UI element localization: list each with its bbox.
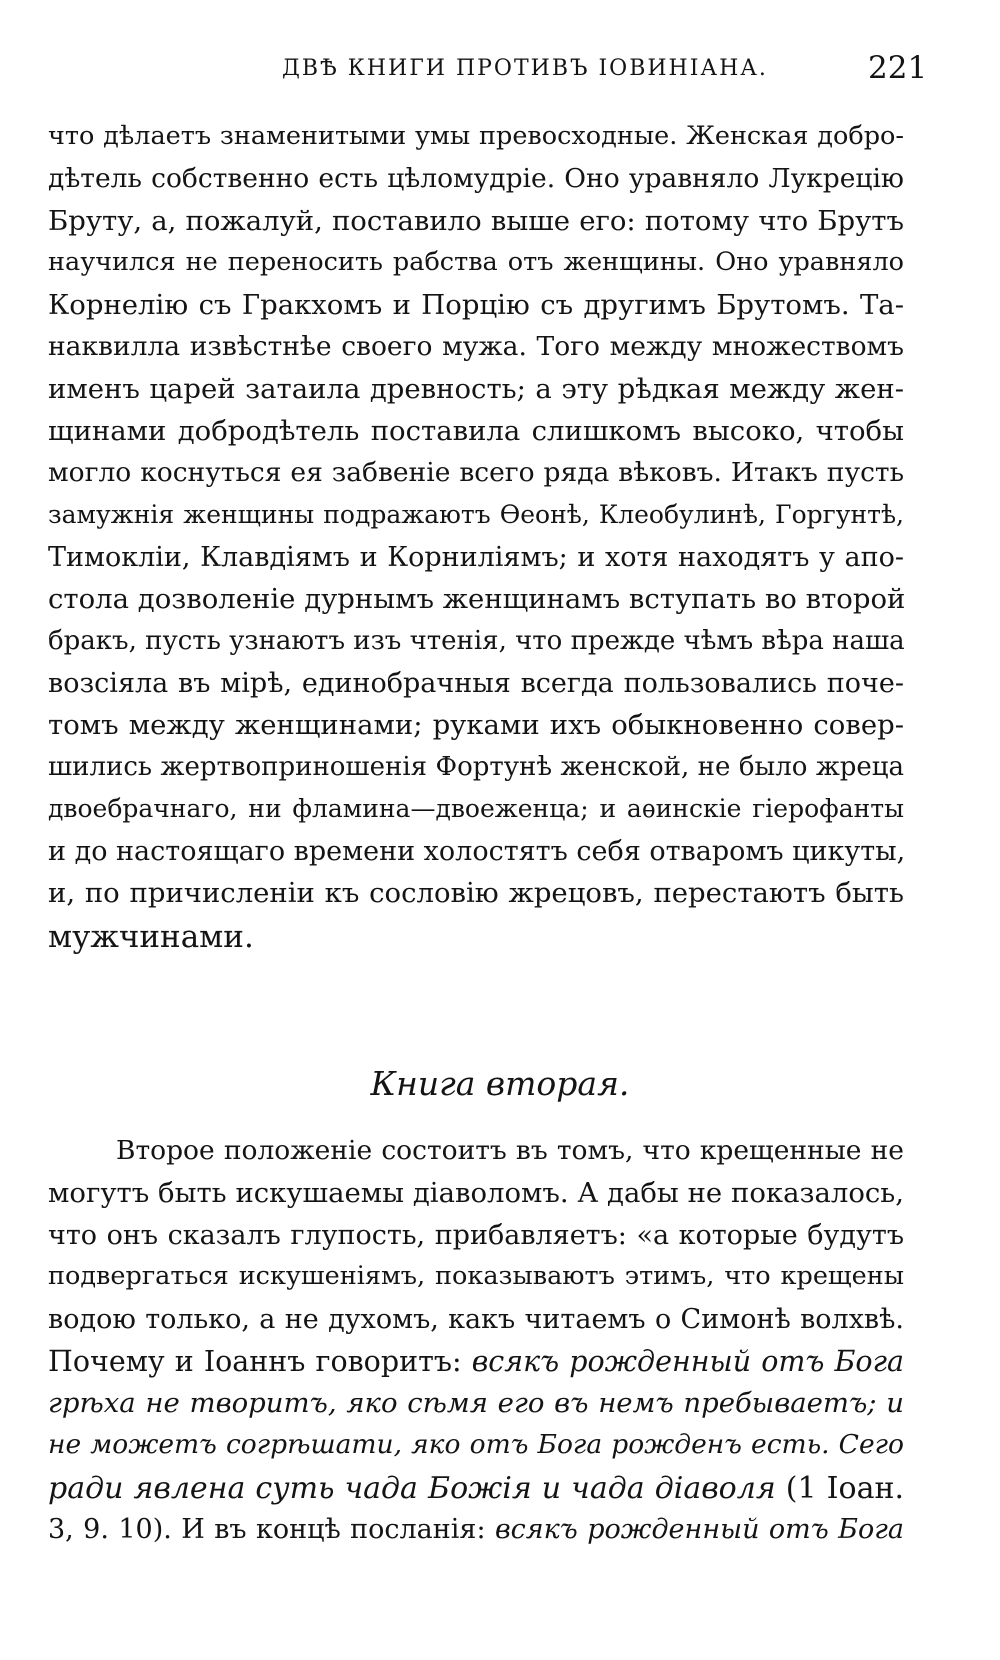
text-line: томъ между женщинами; руками ихъ обыкновенно совер- bbox=[48, 709, 904, 741]
text-line: бракъ, пусть узнаютъ изъ чтенія, что прежде чѣмъ вѣра наша bbox=[48, 626, 905, 656]
text-line: что дѣлаетъ знаменитыми умы превосходные. Женская добро- bbox=[48, 121, 904, 151]
text-line: дѣтель собственно есть цѣломудріе. Оно уравняло Лукрецію bbox=[48, 163, 904, 194]
scripture-quote: всякъ рожденный отъ Бога bbox=[494, 1514, 905, 1545]
text-line: Бруту, а, пожалуй, поставило выше его: потому что Брутъ bbox=[48, 205, 904, 237]
citation: 3, 9. 10). И въ концѣ посланія: bbox=[48, 1514, 495, 1545]
text-line: водою только, а не духомъ, какъ читаемъ о Симонѣ волхвѣ. bbox=[48, 1304, 904, 1335]
scripture-quote-line: не можетъ согрѣшати, яко отъ Бога рожденъ есть. Сего bbox=[48, 1429, 904, 1460]
paragraph-first-line: Второе положеніе состоитъ въ томъ, что крещенные не bbox=[116, 1135, 904, 1166]
text-line: щинами добродѣтель поставила слишкомъ высоко, чтобы bbox=[48, 415, 904, 447]
text-line: стола дозволеніе дурнымъ женщинамъ вступать во второй bbox=[48, 583, 906, 615]
text-line: замужнія женщины подражаютъ Ѳеонѣ, Клеобулинѣ, Горгунтѣ, bbox=[48, 500, 904, 529]
section-heading: Книга вторая. bbox=[370, 1064, 630, 1103]
text-line: могутъ быть искушаемы діаволомъ. А дабы не показалось, bbox=[48, 1177, 904, 1209]
running-header: ДВѢ КНИГИ ПРОТИВЪ ІОВИНІАНА. bbox=[282, 56, 768, 81]
text-line: возсіяла въ мірѣ, единобрачныя всегда пользовались поче- bbox=[48, 668, 904, 699]
page-number: 221 bbox=[868, 50, 928, 86]
text-line: могло коснуться ея забвеніе всего ряда вѣковъ. Итакъ пусть bbox=[48, 457, 904, 488]
text-line: и до настоящаго времени холостятъ себя отваромъ цикуты, bbox=[48, 836, 906, 867]
text-line: Корнелію съ Гракхомъ и Порцію съ другимъ Брутомъ. Та- bbox=[48, 289, 904, 321]
text-line: наквилла извѣстнѣе своего мужа. Того между множествомъ bbox=[48, 331, 904, 362]
text-line: и, по причисленіи къ сословію жрецовъ, перестаютъ быть bbox=[48, 877, 904, 909]
text-line: что онъ сказалъ глупость, прибавляетъ: «а которые будутъ bbox=[48, 1220, 904, 1251]
text-line bbox=[48, 1471, 904, 1506]
citation: (1 Іоан. bbox=[775, 1471, 904, 1506]
scripture-quote: всякъ рожденный отъ Бога bbox=[471, 1345, 904, 1378]
text-line: именъ царей затаила древность; а эту рѣдкая между жен- bbox=[48, 373, 904, 405]
text-line: двоебрачнаго, ни фламина—двоеженца; и аѳинскіе гіерофанты bbox=[48, 794, 904, 823]
text-line bbox=[48, 1516, 904, 1543]
scripture-quote: ради явлена суть чада Божія и чада діаволя bbox=[48, 1471, 776, 1506]
text-segment: Почему и Іоаннъ говоритъ: bbox=[48, 1345, 472, 1378]
text-line: мужчинами. bbox=[48, 919, 254, 955]
text-line: шились жертвоприношенія Фортунѣ женской, не было жреца bbox=[48, 752, 904, 782]
text-line: научился не переносить рабства отъ женщины. Оно уравняло bbox=[48, 247, 904, 277]
text-line bbox=[48, 1345, 904, 1378]
text-line: Тимокліи, Клавдіямъ и Корниліямъ; и хотя находятъ у апо- bbox=[48, 542, 904, 573]
text-line: подвергаться искушеніямъ, показываютъ этимъ, что крещены bbox=[48, 1261, 904, 1291]
scripture-quote-line: грѣха не творитъ, яко сѣмя его въ немъ пребываетъ; и bbox=[48, 1387, 904, 1419]
